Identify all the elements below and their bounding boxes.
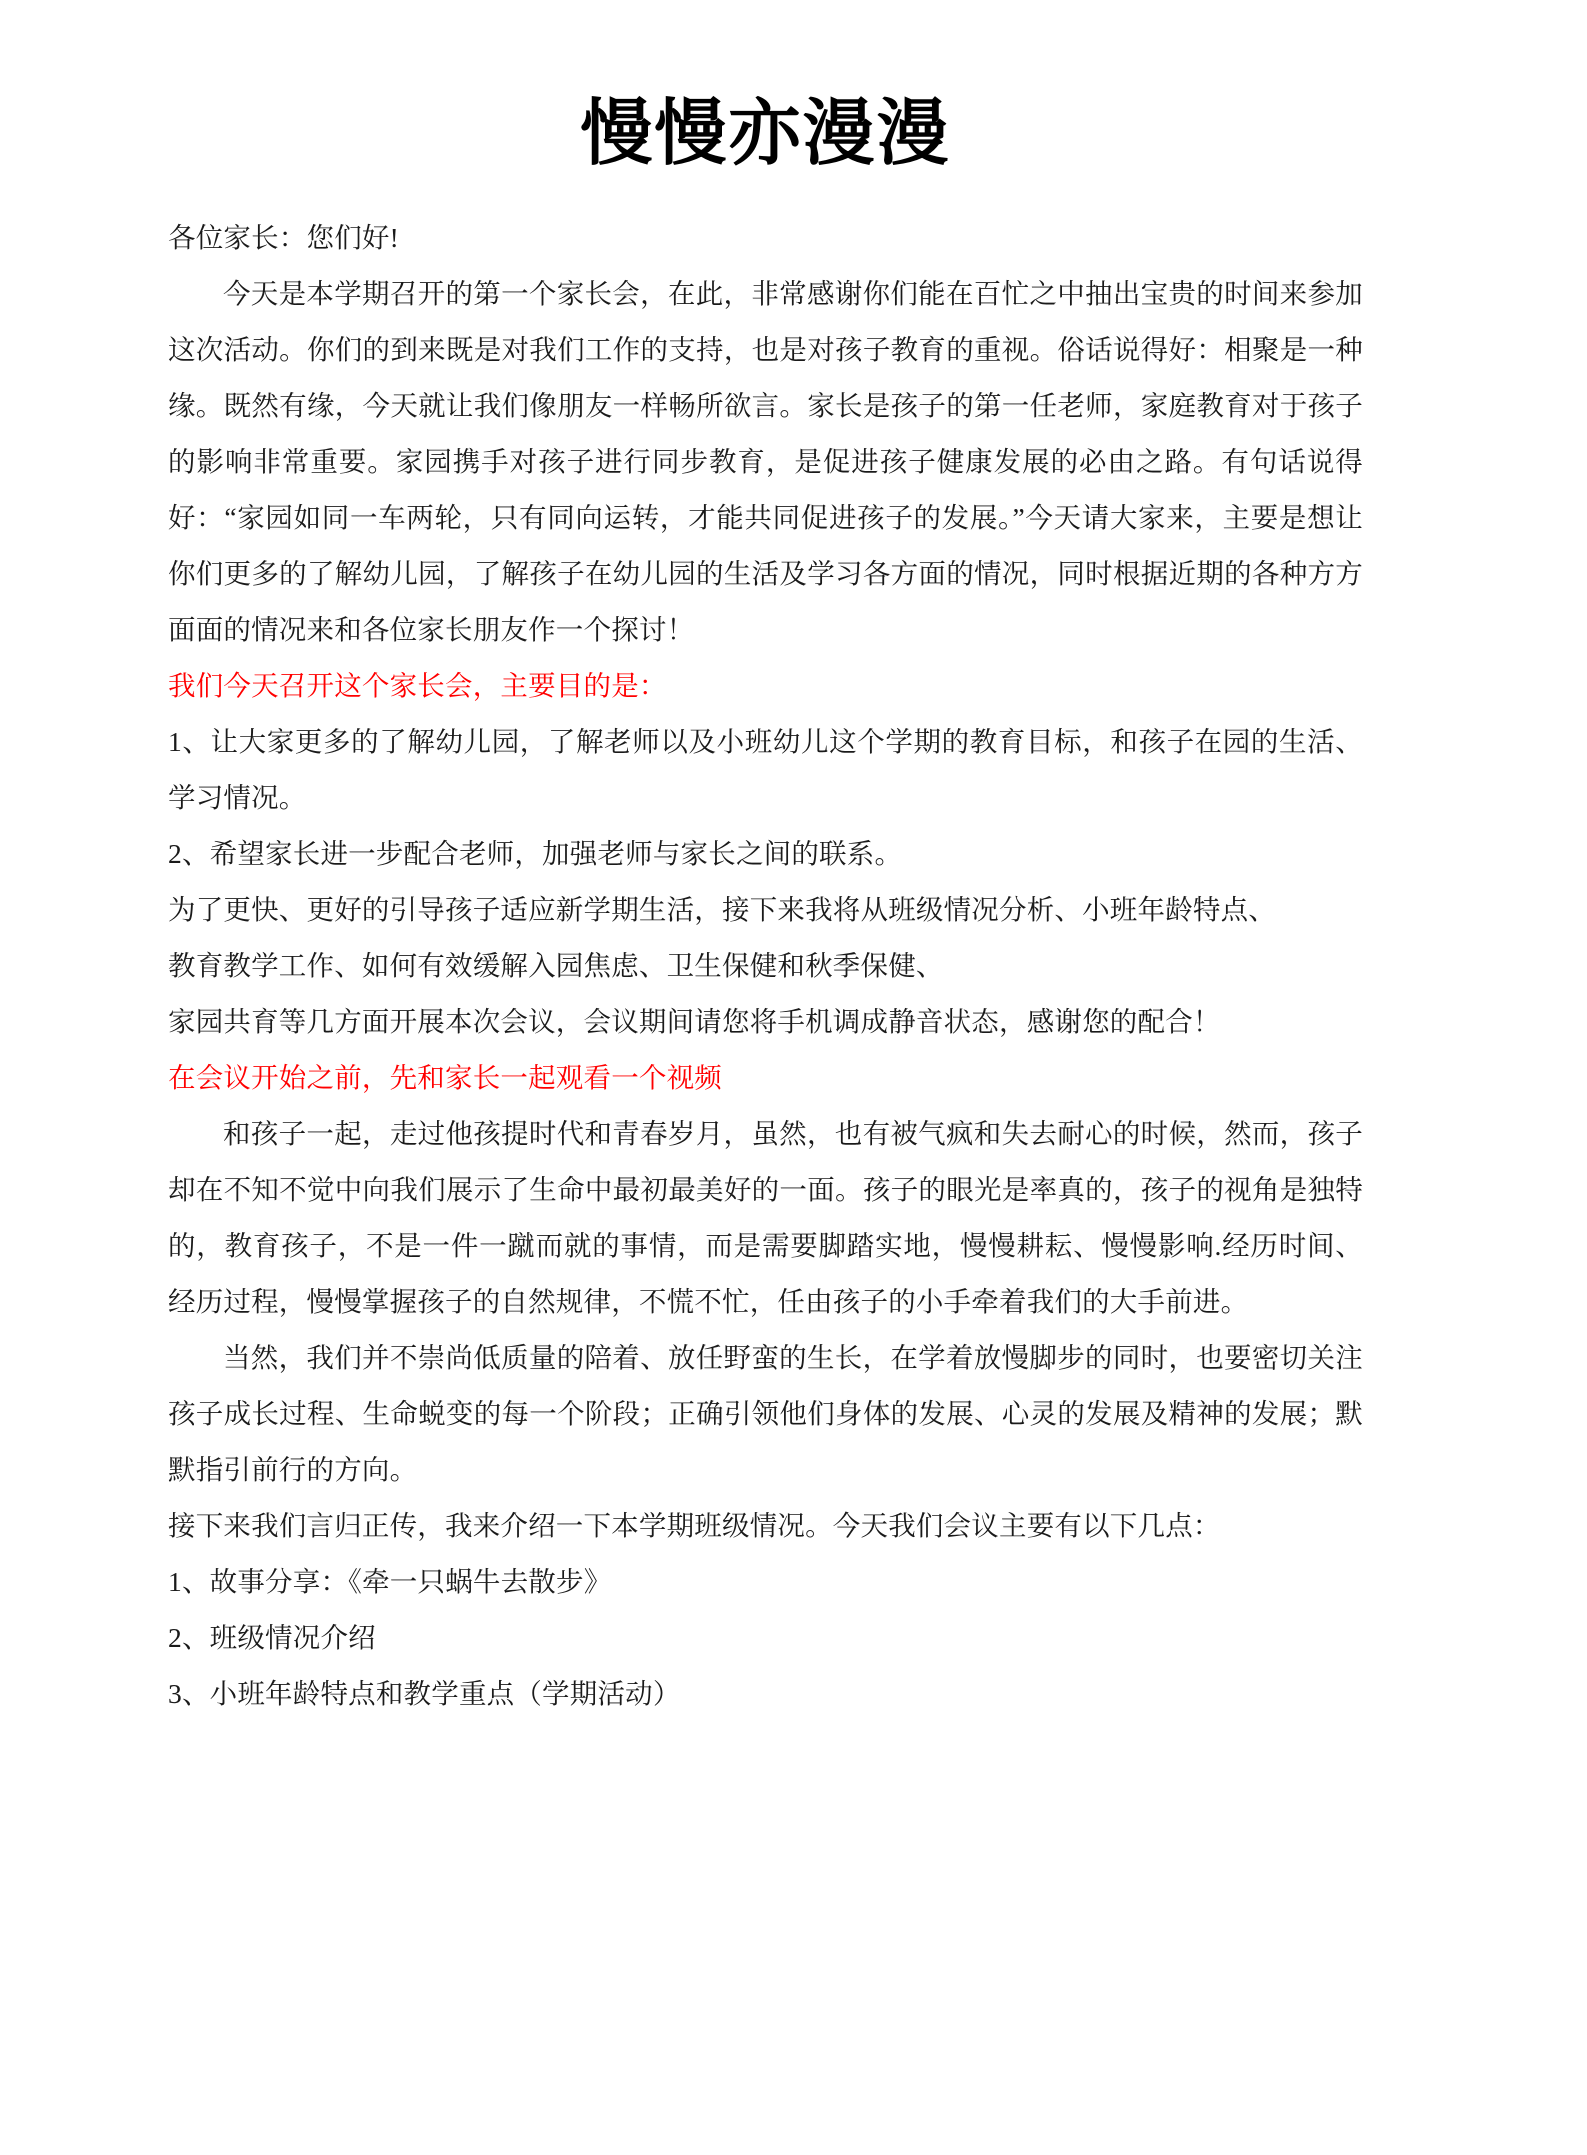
video-heading: 在会议开始之前，先和家长一起观看一个视频 [168, 1062, 722, 1093]
agenda-item-2: 2、班级情况介绍 [168, 1622, 376, 1653]
agenda-overview-line-1: 为了更快、更好的引导孩子适应新学期生活，接下来我将从班级情况分析、小班年龄特点、 [168, 894, 1276, 925]
agenda-item-3: 3、小班年龄特点和教学重点（学期活动） [168, 1678, 681, 1709]
agenda-item-1: 1、故事分享：《牵一只蜗牛去散步》 [168, 1566, 612, 1597]
page-title: 慢慢亦漫漫 [580, 94, 951, 174]
reflection-paragraph-2: 当然，我们并不崇尚低质量的陪着、放任野蛮的生长，在学着放慢脚步的同时，也要密切关注孩子成长过程、生命蜕变的每一个阶段；正确引领他们身体的发展、心灵的发展及精神的发展；默默指引前行的方向。 [168, 1342, 1363, 1485]
purpose-item-2: 2、希望家长进一步配合老师，加强老师与家长之间的联系。 [168, 838, 903, 869]
purpose-item-1: 1、让大家更多的了解幼儿园，了解老师以及小班幼儿这个学期的教育目标，和孩子在园的生活、学习情况。 [168, 726, 1363, 813]
salutation-line: 各位家长：您们好! [168, 222, 399, 253]
agenda-overview-line-2: 教育教学工作、如何有效缓解入园焦虑、卫生保健和秋季保健、 [168, 950, 944, 981]
document-body [168, 210, 1363, 1722]
agenda-overview-line-3: 家园共育等几方面开展本次会议，会议期间请您将手机调成静音状态，感谢您的配合！ [168, 1006, 1221, 1037]
reflection-paragraph-1: 和孩子一起，走过他孩提时代和青春岁月，虽然，也有被气疯和失去耐心的时候，然而，孩子却在不知不觉中向我们展示了生命中最初最美好的一面。孩子的眼光是率真的，孩子的视角是独特的，教育孩子，不是一件一蹴而就的事情，而是需要脚踏实地，慢慢耕耘、慢慢影响.经历时间、经历过程，慢慢掌握孩子的自然规律，不慌不忙，任由孩子的小手牵着我们的大手前进。 [168, 1118, 1363, 1317]
purpose-heading: 我们今天召开这个家长会，主要目的是： [168, 670, 667, 701]
document-content [168, 0, 1363, 1722]
transition-line: 接下来我们言归正传，我来介绍一下本学期班级情况。今天我们会议主要有以下几点： [168, 1510, 1221, 1541]
intro-paragraph: 今天是本学期召开的第一个家长会，在此，非常感谢你们能在百忙之中抽出宝贵的时间来参加这次活动。你们的到来既是对我们工作的支持，也是对孩子教育的重视。俗话说得好：相聚是一种缘。既然有缘，今天就让我们像朋友一样畅所欲言。家长是孩子的第一任老师，家庭教育对于孩子的影响非常重要。家园携手对孩子进行同步教育，是促进孩子健康发展的必由之路。有句话说得好：“家园如同一车两轮，只有同向运转，才能共同促进孩子的发展。”今天请大家来，主要是想让你们更多的了解幼儿园，了解孩子在幼儿园的生活及学习各方面的情况，同时根据近期的各种方方面面的情况来和各位家长朋友作一个探讨！ [168, 278, 1363, 645]
